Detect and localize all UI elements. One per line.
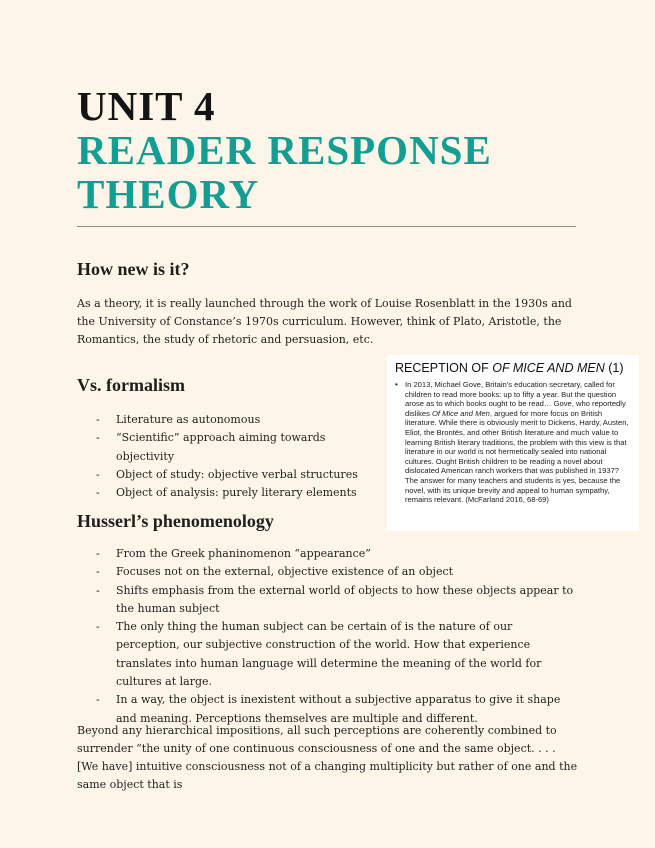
title-divider <box>77 226 576 227</box>
list-item: - Object of analysis: purely literary elements <box>96 484 386 502</box>
unit-name: READER RESPONSE THEORY <box>77 127 492 217</box>
list-item: - In a way, the object is inexistent without a subjective apparatus to give it shape and meaning. Perceptions themselves are multiple and different. <box>96 691 574 728</box>
list-item: - “Scientific” approach aiming towards objectivity <box>96 429 386 466</box>
unit-title <box>77 84 655 216</box>
paragraph-closing: Beyond any hierarchical impositions, all such perceptions are coherently combined to surrender “the unity of one continuous consciousness of one and the same object. . . . [We have] intuitive consciousness not of a changing multiplicity but rather of one and the same object that is <box>77 724 578 791</box>
heading-formalism: Vs. formalism <box>77 375 185 395</box>
heading-how-new: How new is it? <box>77 259 190 279</box>
slide-bullet: • In 2013, Michael Gove, Britain’s education secretary, called for children to read more books: up to fifty a year. But the question arose as to which books ought to be read… Gove, who reportedly dislikes Of Mice and Men, argued for more focus on British literature. While there is obviously merit to Dickens, Hardy, Austen, Eliot, the Brontës, and other British literature and much value to learning British literary traditions, the problem with this view is that literature in our world is not hermetically sealed into national cultures. Ought British children to be reading a novel about dislocated American ranch workers that was published in 1937? The answer for many teachers and students is yes, because the novel, with its unique brevity and appeal to human sympathy, remains relevant. (McFarland 2016, 68-69) <box>395 380 631 505</box>
list-item: - Literature as autonomous <box>96 411 386 429</box>
slide-title: RECEPTION OF OF MICE AND MEN (1) <box>395 361 624 375</box>
list-item: - Focuses not on the external, objective existence of an object <box>96 563 574 581</box>
unit-number: UNIT 4 <box>77 83 216 129</box>
list-item: - Object of study: objective verbal structures <box>96 466 386 484</box>
heading-husserl: Husserl’s phenomenology <box>77 511 274 531</box>
list-item: - From the Greek phaninomenon “appearance” <box>96 545 574 563</box>
list-item: - Shifts emphasis from the external world of objects to how these objects appear to the human subject <box>96 582 574 619</box>
formalism-list <box>96 411 386 502</box>
husserl-list <box>96 545 574 728</box>
slide-image-reception <box>387 355 639 531</box>
list-item: - The only thing the human subject can be certain of is the nature of our perception, our subjective construction of the world. How that experience translates into human language will determine the meaning of the world for cultures at large. <box>96 618 574 691</box>
paragraph-how-new: As a theory, it is really launched through the work of Louise Rosenblatt in the 1930s and the University of Constance’s 1970s curriculum. However, think of Plato, Aristotle, the Romantics, the study of rhetoric and persuasion, etc. <box>77 297 572 346</box>
